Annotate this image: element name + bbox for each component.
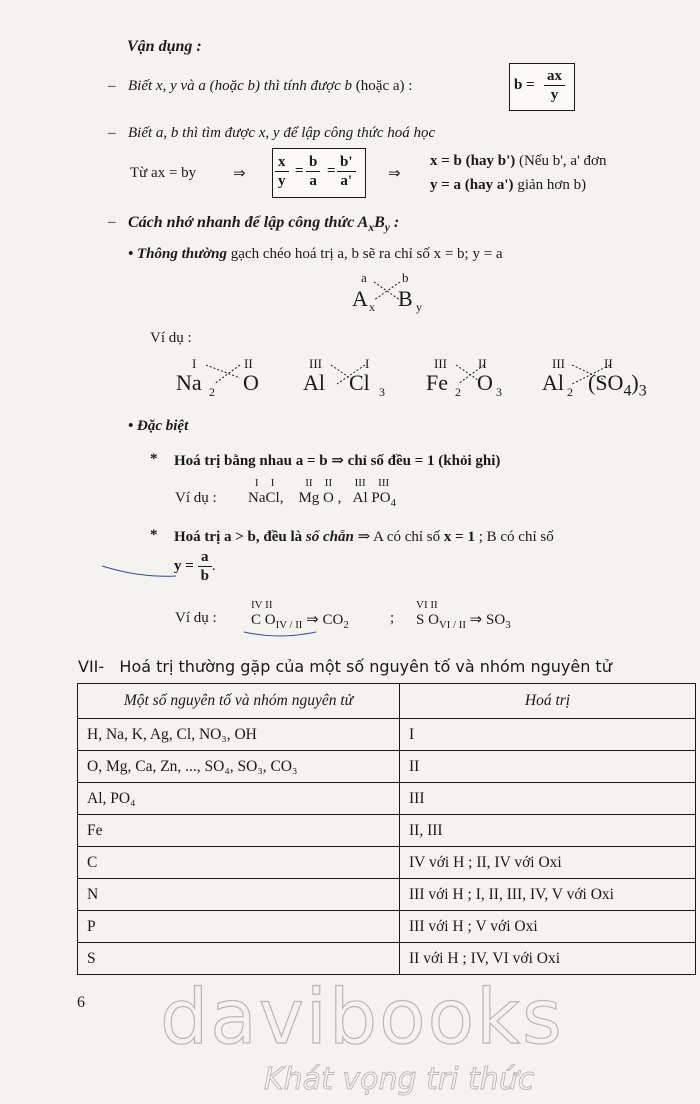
cell-elements: P bbox=[78, 911, 400, 943]
element-symbol: Al bbox=[352, 490, 368, 506]
result-note-2: giản hơn b) bbox=[517, 177, 587, 193]
result-y: y = a (hay a') bbox=[430, 177, 514, 193]
frac-denominator: y bbox=[550, 87, 559, 103]
element-symbol: O bbox=[323, 490, 334, 506]
valence: II bbox=[305, 477, 313, 489]
table-row bbox=[78, 943, 696, 975]
cell-valence: II bbox=[400, 751, 696, 783]
dash-bullet: – bbox=[108, 125, 116, 141]
valence: VI II bbox=[416, 599, 438, 611]
item1-text: Biết x, y và a (hoặc b) thì tính được b bbox=[128, 78, 353, 94]
valence: I bbox=[270, 477, 275, 489]
frac-denominator: a bbox=[309, 173, 317, 189]
cach-nho-title bbox=[128, 214, 399, 234]
element-symbol: Cl bbox=[265, 490, 280, 506]
element-mg bbox=[298, 477, 320, 507]
result-note-1: (Nếu b', a' đơn bbox=[518, 153, 607, 169]
cell-valence: IV với H ; II, IV với Oxi bbox=[400, 847, 696, 879]
element-b: B bbox=[398, 286, 413, 311]
index-right: 3 bbox=[638, 382, 647, 400]
frac-numerator: ax bbox=[544, 67, 565, 86]
frac-numerator: b bbox=[306, 153, 320, 172]
rule2-bold: Hoá trị a > b, đều là bbox=[174, 529, 303, 545]
frac-numerator: a bbox=[198, 548, 212, 567]
vi-du-label: Ví dụ : bbox=[150, 330, 192, 346]
cell-elements: H, Na, K, Ag, Cl, NO₃, OH bbox=[78, 719, 400, 751]
separator: , bbox=[279, 490, 284, 506]
star-bullet: * bbox=[150, 451, 158, 467]
element-cl bbox=[265, 477, 280, 507]
cell-elements: O, Mg, Ca, Zn, ..., SO₄, SO₃, CO₃ bbox=[78, 751, 400, 783]
cell-valence: I bbox=[400, 719, 696, 751]
formula-b-lhs: b = bbox=[514, 77, 535, 93]
section-title-text: Hoá trị thường gặp của một số nguyên tố và nhóm nguyên tử bbox=[119, 657, 612, 676]
valence-a: a bbox=[361, 270, 367, 285]
general-cross-diagram bbox=[348, 270, 438, 320]
ratio-frac-b-a bbox=[306, 153, 320, 190]
table-row bbox=[78, 719, 696, 751]
col-header-valence: Hoá trị bbox=[400, 684, 696, 719]
rule2-y-formula bbox=[174, 548, 216, 585]
result-x: x = b (hay b') bbox=[430, 153, 516, 169]
frac-denominator: b bbox=[200, 568, 209, 584]
rule2-line bbox=[174, 527, 554, 546]
cell-elements: Al, PO₄ bbox=[78, 783, 400, 815]
watermark-tagline: Khát vọng tri thức bbox=[264, 1062, 535, 1097]
element-right bbox=[588, 370, 647, 400]
y-lhs: y = bbox=[174, 558, 194, 574]
period: . bbox=[211, 558, 216, 574]
pen-mark bbox=[100, 560, 180, 582]
frac-denominator: a' bbox=[340, 173, 353, 189]
equals-sign: = bbox=[295, 163, 304, 179]
element-symbol: O bbox=[264, 612, 276, 628]
watermark-brand: davibooks bbox=[160, 972, 564, 1061]
example-fe2o3 bbox=[426, 356, 526, 402]
example-alcl3 bbox=[303, 356, 403, 402]
table-row bbox=[78, 783, 696, 815]
index: IV / II bbox=[275, 619, 303, 631]
valence-left: I bbox=[192, 356, 197, 371]
item1-suffix: (hoặc a) : bbox=[355, 78, 413, 94]
valence-left: III bbox=[434, 356, 447, 371]
frac-numerator: x bbox=[275, 153, 289, 172]
colon: : bbox=[393, 214, 400, 231]
dash-bullet: – bbox=[108, 78, 116, 94]
cell-elements: N bbox=[78, 879, 400, 911]
index-left: 2 bbox=[567, 385, 573, 399]
y-frac bbox=[198, 548, 212, 585]
ratio-frac-x-y bbox=[275, 153, 289, 190]
element-o bbox=[323, 477, 334, 507]
section-number: VII- bbox=[78, 657, 105, 676]
bullet-text: gạch chéo hoá trị a, b sẽ ra chỉ số x = b; y = a bbox=[230, 246, 503, 262]
valence-left: III bbox=[309, 356, 322, 371]
item1-line bbox=[128, 78, 412, 95]
dac-biet-title: • Đặc biệt bbox=[128, 418, 189, 434]
valence: III bbox=[354, 477, 366, 489]
bullet-thong-thuong bbox=[128, 246, 503, 263]
rule2-tail: ; B có chỉ số bbox=[478, 529, 554, 545]
element-symbol: C bbox=[251, 612, 262, 628]
element-s-o bbox=[416, 599, 439, 629]
frac-denominator: y bbox=[278, 173, 286, 189]
rule2-vidu: Ví dụ : bbox=[175, 610, 217, 626]
example-al2so43 bbox=[542, 356, 672, 402]
implies-arrow: ⇒ bbox=[306, 610, 319, 628]
item2-text: Biết a, b thì tìm được x, y để lập công thức hoá học bbox=[128, 125, 436, 141]
valence-right: II bbox=[244, 356, 253, 371]
valence: I bbox=[254, 477, 259, 489]
result-index: 3 bbox=[505, 619, 511, 631]
valence: II bbox=[324, 477, 333, 489]
cell-valence: III với H ; I, II, III, IV, V với Oxi bbox=[400, 879, 696, 911]
formula-b-frac bbox=[544, 67, 565, 104]
ratio-frac-b-a-prime bbox=[337, 153, 356, 190]
element-symbol: Mg bbox=[298, 490, 320, 506]
frac-numerator: b' bbox=[337, 153, 356, 172]
element-symbol: Na bbox=[248, 490, 266, 506]
rule2-so-chan: số chẵn bbox=[305, 529, 354, 545]
rule1-vidu: Ví dụ : bbox=[175, 490, 217, 506]
letter-b: B bbox=[374, 214, 385, 231]
element-a: A bbox=[352, 286, 368, 311]
subscript-y: y bbox=[384, 222, 390, 235]
separator: , bbox=[337, 490, 342, 506]
section-vii-title bbox=[78, 657, 612, 676]
cell-valence: II, III bbox=[400, 815, 696, 847]
element-na bbox=[248, 477, 266, 507]
element-symbol: PO bbox=[371, 490, 391, 506]
table-row bbox=[78, 847, 696, 879]
ratio-lead: Từ ax = by bbox=[130, 165, 197, 181]
index: 4 bbox=[390, 497, 396, 509]
ratio-box bbox=[272, 148, 366, 198]
subscript-x: x bbox=[368, 222, 375, 235]
equals-sign: = bbox=[327, 163, 336, 179]
valence: IV II bbox=[251, 599, 273, 611]
element-al bbox=[352, 477, 368, 507]
cell-valence: III bbox=[400, 783, 696, 815]
index-left: 2 bbox=[455, 385, 461, 399]
table-row bbox=[78, 879, 696, 911]
cell-elements: C bbox=[78, 847, 400, 879]
valence-right: II bbox=[478, 356, 487, 371]
valence: III bbox=[378, 477, 390, 489]
implies-arrow: ⇒ bbox=[388, 164, 401, 182]
index-mid: 4 bbox=[623, 382, 632, 400]
cell-valence: III với H ; V với Oxi bbox=[400, 911, 696, 943]
index-left: 2 bbox=[209, 385, 215, 399]
group-po4 bbox=[371, 477, 396, 509]
result: CO bbox=[322, 612, 344, 628]
cell-elements: Fe bbox=[78, 815, 400, 847]
implies-arrow: ⇒ bbox=[469, 610, 483, 628]
index: VI / II bbox=[438, 619, 466, 631]
element-left: Fe bbox=[426, 370, 448, 395]
element-right: O bbox=[477, 370, 493, 395]
valence-right: I bbox=[365, 356, 370, 371]
element-symbol: S bbox=[416, 612, 425, 628]
index-right: 3 bbox=[496, 385, 502, 399]
valence-b: b bbox=[402, 270, 409, 285]
table-row bbox=[78, 751, 696, 783]
valence-right: II bbox=[604, 356, 613, 371]
page-number: 6 bbox=[77, 994, 85, 1011]
separator: ; bbox=[390, 610, 395, 626]
group-close: ) bbox=[631, 370, 639, 395]
rule2-example-so3 bbox=[416, 599, 511, 631]
col-header-elements: Một số nguyên tố và nhóm nguyên tử bbox=[78, 684, 400, 719]
valence-table bbox=[77, 683, 696, 975]
formula-box-b bbox=[509, 63, 575, 111]
star-bullet: * bbox=[150, 527, 158, 543]
cach-nho-title-text: Cách nhớ nhanh để lập công thức A bbox=[128, 214, 369, 231]
table-row bbox=[78, 815, 696, 847]
rule1-examples bbox=[248, 477, 396, 509]
element-left: Al bbox=[303, 370, 325, 395]
cell-elements: S bbox=[78, 943, 400, 975]
rule2-x: x = 1 bbox=[443, 529, 475, 545]
example-na2o bbox=[176, 356, 276, 402]
element-left: Na bbox=[176, 370, 202, 395]
result-index: 2 bbox=[343, 619, 349, 631]
valence-left: III bbox=[552, 356, 565, 371]
element-symbol: O bbox=[428, 612, 439, 628]
result-line-2 bbox=[430, 177, 586, 194]
implies-arrow: ⇒ bbox=[233, 164, 246, 182]
result-line-1 bbox=[430, 153, 606, 170]
result: SO bbox=[486, 612, 506, 628]
pen-mark bbox=[240, 624, 320, 640]
bullet-bold: • Thông thường bbox=[128, 246, 227, 262]
cell-valence: II với H ; IV, VI với Oxi bbox=[400, 943, 696, 975]
element-right: O bbox=[243, 370, 259, 395]
dash-bullet: – bbox=[108, 214, 116, 230]
element-right: Cl bbox=[349, 370, 370, 395]
table-row bbox=[78, 911, 696, 943]
section-heading-van-dung: Vận dụng : bbox=[127, 38, 202, 55]
group-so: (SO bbox=[588, 370, 624, 395]
index-right: 3 bbox=[379, 385, 385, 399]
element-left: Al bbox=[542, 370, 564, 395]
rule2-text: ⇒ A có chỉ số bbox=[357, 529, 441, 545]
index-x: x bbox=[369, 300, 375, 314]
table-header-row bbox=[78, 684, 696, 719]
index-y: y bbox=[416, 300, 422, 314]
rule1-text: Hoá trị bằng nhau a = b ⇒ chỉ số đều = 1 (khỏi ghi) bbox=[174, 453, 501, 469]
